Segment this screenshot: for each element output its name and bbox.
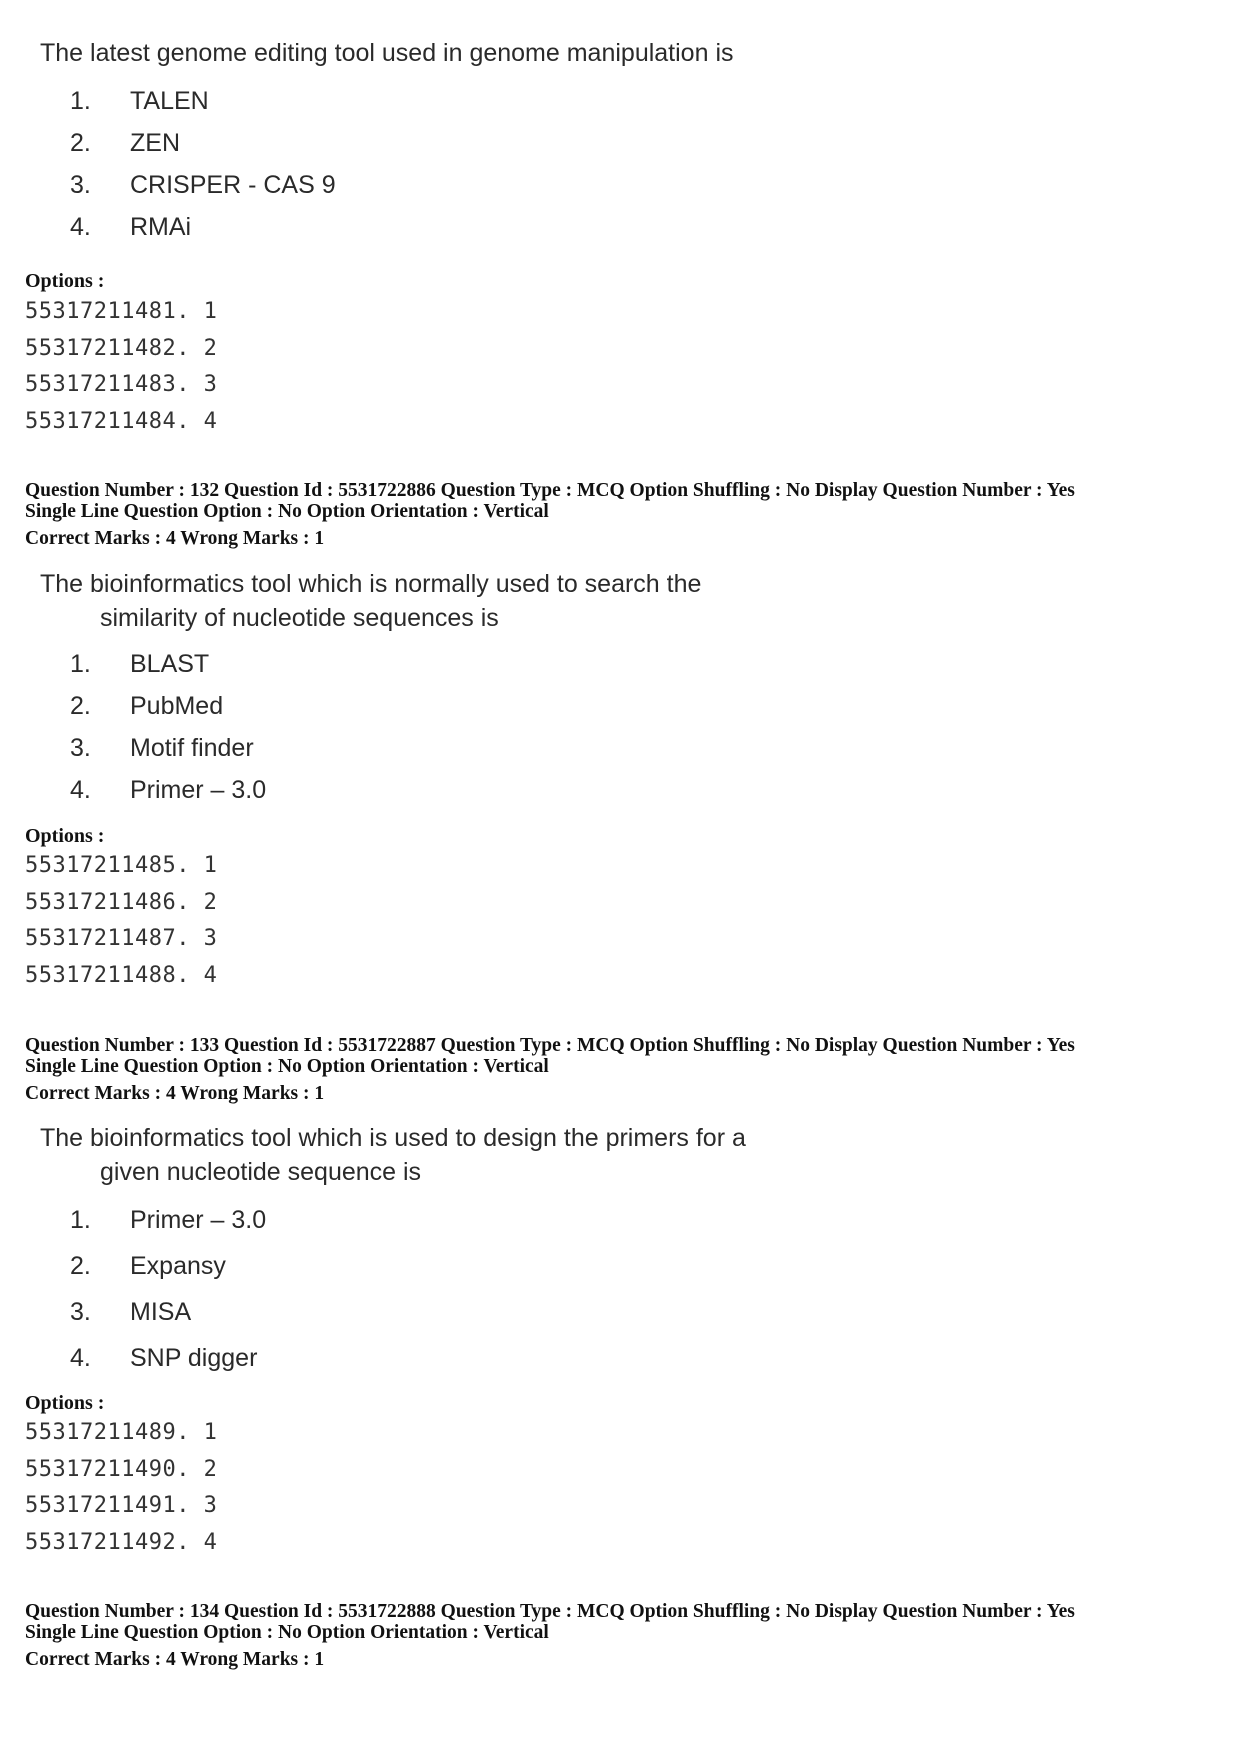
choice-list — [40, 643, 780, 811]
choice-text: Primer – 3.0 — [130, 776, 267, 804]
question-133-meta — [25, 1035, 1225, 1104]
choice-text: BLAST — [130, 650, 210, 678]
option-list — [25, 848, 217, 994]
option-item: 55317211492. 4 — [25, 1529, 218, 1555]
choice-text: Primer – 3.0 — [130, 1206, 267, 1234]
option-item: 55317211485. 1 — [25, 853, 218, 878]
question-text-line: given nucleotide sequence is — [100, 1158, 422, 1186]
marks-line: Correct Marks : 4 Wrong Marks : 1 — [25, 1083, 325, 1104]
choice-number: 3. — [70, 171, 91, 199]
choice-item — [40, 1335, 780, 1381]
options-label: Options : — [25, 825, 105, 847]
option-item: 55317211484. 4 — [25, 408, 218, 434]
choice-number: 4. — [70, 776, 91, 804]
question-text: The latest genome editing tool used in genome manipulation is — [40, 39, 734, 67]
question-132-image — [40, 567, 780, 811]
option-item: 55317211487. 3 — [25, 926, 218, 951]
choice-item — [40, 1243, 780, 1289]
meta-line: Question Number : 133 Question Id : 5531722887 Question Type : MCQ Option Shuffling : No Display Question Number : Yes — [25, 1035, 1075, 1056]
choice-number: 4. — [70, 1344, 91, 1372]
meta-line: Single Line Question Option : No Option Orientation : Vertical — [25, 1056, 549, 1077]
question-text-line: The bioinformatics tool which is used to design the primers for a — [40, 1124, 746, 1152]
choice-number: 3. — [70, 1298, 91, 1326]
meta-line: Question Number : 132 Question Id : 5531722886 Question Type : MCQ Option Shuffling : No Display Question Number : Yes — [25, 480, 1075, 501]
option-item: 55317211481. 1 — [25, 299, 218, 324]
choice-item — [40, 727, 780, 769]
meta-line: Single Line Question Option : No Option Orientation : Vertical — [25, 1622, 549, 1643]
option-item: 55317211486. 2 — [25, 889, 218, 915]
choice-number: 2. — [70, 129, 91, 157]
choice-number: 2. — [70, 692, 91, 720]
question-text — [40, 567, 780, 635]
choice-text: MISA — [130, 1298, 192, 1326]
choice-item — [40, 164, 780, 206]
choice-item — [40, 643, 780, 685]
marks-line: Correct Marks : 4 Wrong Marks : 1 — [25, 1649, 325, 1670]
question-131-image — [40, 36, 780, 248]
question-132-meta — [25, 480, 1225, 549]
choice-item — [40, 80, 780, 122]
option-list — [25, 294, 217, 440]
marks-line: Correct Marks : 4 Wrong Marks : 1 — [25, 528, 325, 549]
option-item: 55317211483. 3 — [25, 372, 218, 397]
question-text-line: similarity of nucleotide sequences is — [100, 604, 499, 632]
choice-number: 1. — [70, 650, 91, 678]
question-text — [40, 1121, 780, 1189]
choice-number: 4. — [70, 213, 91, 241]
choice-item — [40, 122, 780, 164]
choice-number: 3. — [70, 734, 91, 762]
choice-number: 2. — [70, 1252, 91, 1280]
choice-item — [40, 769, 780, 811]
choice-item — [40, 685, 780, 727]
choice-number: 1. — [70, 87, 91, 115]
choice-item — [40, 1197, 780, 1243]
question-text-line: The bioinformatics tool which is normally used to search the — [40, 570, 702, 598]
choice-text: TALEN — [130, 87, 209, 115]
option-item: 55317211490. 2 — [25, 1456, 218, 1482]
choice-item — [40, 1289, 780, 1335]
choice-list — [40, 1197, 780, 1381]
option-item: 55317211489. 1 — [25, 1420, 218, 1445]
meta-line: Question Number : 134 Question Id : 5531722888 Question Type : MCQ Option Shuffling : No Display Question Number : Yes — [25, 1601, 1075, 1622]
question-133-image — [40, 1121, 780, 1381]
option-list — [25, 1415, 217, 1561]
choice-number: 1. — [70, 1206, 91, 1234]
choice-text: CRISPER - CAS 9 — [130, 171, 336, 199]
choice-list — [40, 80, 780, 248]
choice-text: SNP digger — [130, 1344, 258, 1372]
choice-text: ZEN — [130, 129, 180, 157]
choice-item — [40, 206, 780, 248]
option-item: 55317211491. 3 — [25, 1493, 218, 1518]
choice-text: RMAi — [130, 213, 192, 241]
question-134-meta — [25, 1601, 1225, 1670]
options-label: Options : — [25, 270, 105, 292]
options-label: Options : — [25, 1392, 105, 1414]
option-item: 55317211482. 2 — [25, 335, 218, 361]
option-item: 55317211488. 4 — [25, 962, 218, 988]
choice-text: PubMed — [130, 692, 224, 720]
meta-line: Single Line Question Option : No Option Orientation : Vertical — [25, 501, 549, 522]
choice-text: Motif finder — [130, 734, 254, 762]
choice-text: Expansy — [130, 1252, 226, 1280]
